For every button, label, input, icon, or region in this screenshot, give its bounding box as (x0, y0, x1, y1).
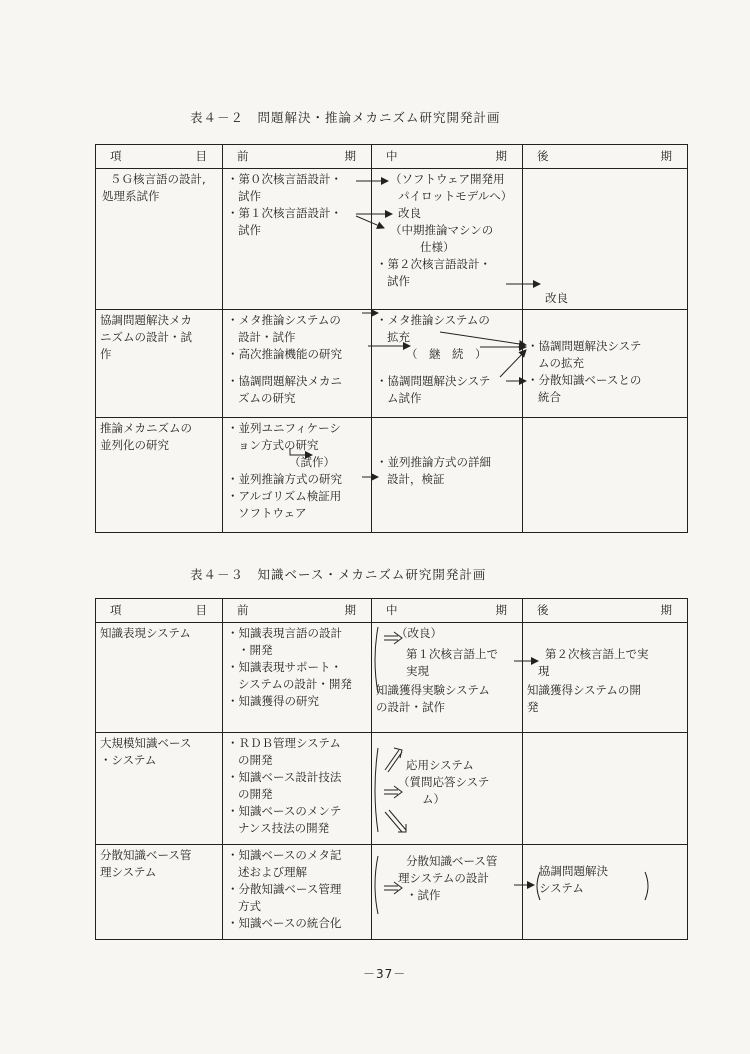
cell-item: 大規模知識ベース ・システム (96, 733, 223, 845)
cell-early: ・知識ベースのメタ記 述および理解 ・分散知識ベース管理 方式 ・知識ベースの統合化 (223, 845, 372, 940)
table-row (96, 169, 688, 310)
header-mid: 中 期 (372, 599, 523, 623)
header-early: 前 期 (223, 599, 372, 623)
cell-late (523, 733, 688, 845)
header-late: 後 期 (523, 599, 688, 623)
header-late: 後 期 (523, 145, 688, 169)
cell-mid: 応用システム （質問応答システ ム） (372, 733, 523, 845)
cell-item: 分散知識ベース管 理システム (96, 845, 223, 940)
cell-early: ・第０次核言語設計・ 試作 ・第１次核言語設計・ 試作 (223, 169, 372, 310)
cell-mid: （ソフトウェア開発用 パイロットモデルへ） 改良 （中期推論マシンの 仕様） ・第２次核言語設計・ 試作 (372, 169, 523, 310)
cell-item: 協調問題解決メカ ニズムの設計・試 作 (96, 310, 223, 418)
cell-mid: ・メタ推論システムの 拡充 （ 継 続 ） ・協調問題解決システ ム試作 (372, 310, 523, 418)
cell-early: ・知識表現言語の設計 ・開発 ・知識表現サポート・ システムの設計・開発 ・知識獲得の研究 (223, 623, 372, 733)
table-row (96, 310, 688, 418)
cell-item: ５Ｇ核言語の設計, 処理系試作 (96, 169, 223, 310)
cell-early: ・ＲＤＢ管理システム の開発 ・知識ベース設計技法 の開発 ・知識ベースのメンテ ナンス技法の開発 (223, 733, 372, 845)
cell-early: ・メタ推論システムの 設計・試作 ・高次推論機能の研究 ・協調問題解決メカニ ズムの研究 (223, 310, 372, 418)
table-header-row (96, 599, 688, 623)
page-number: －37－ (363, 967, 407, 981)
cell-item: 知識表現システム (96, 623, 223, 733)
header-early: 前 期 (223, 145, 372, 169)
cell-late: 改良 (523, 169, 688, 310)
cell-early: ・並列ユニフィケーシ ョン方式の研究 （試作） ・並列推論方式の研究 ・アルゴリズム検証用 ソフトウェア (223, 418, 372, 533)
cell-late: 第２次核言語上で実 現 知識獲得システムの開 発 (523, 623, 688, 733)
table1-caption: 表４－２ 問題解決・推論メカニズム研究開発計画 (190, 110, 501, 125)
research-plan-table-4-3 (95, 598, 688, 940)
header-mid: 中 期 (372, 145, 523, 169)
table2-caption: 表４－３ 知識ベース・メカニズム研究開発計画 (190, 567, 487, 582)
cell-late: 協調問題解決 システム (523, 845, 688, 940)
cell-mid: 分散知識ベース管 理システムの設計 ・試作 (372, 845, 523, 940)
cell-late (523, 418, 688, 533)
cell-late: ・協調問題解決システ ムの拡充 ・分散知識ベースとの 統合 (523, 310, 688, 418)
research-plan-table-4-2 (95, 144, 688, 533)
table-row (96, 418, 688, 533)
cell-mid: ・並列推論方式の詳細 設計，検証 (372, 418, 523, 533)
cell-mid: （改良） 第１次核言語上で 実現 知識獲得実験システム の設計・試作 (372, 623, 523, 733)
header-item: 項 目 (96, 145, 223, 169)
table-header-row (96, 145, 688, 169)
table-row (96, 733, 688, 845)
table-row (96, 845, 688, 940)
header-item: 項 目 (96, 599, 223, 623)
table-row (96, 623, 688, 733)
cell-item: 推論メカニズムの 並列化の研究 (96, 418, 223, 533)
